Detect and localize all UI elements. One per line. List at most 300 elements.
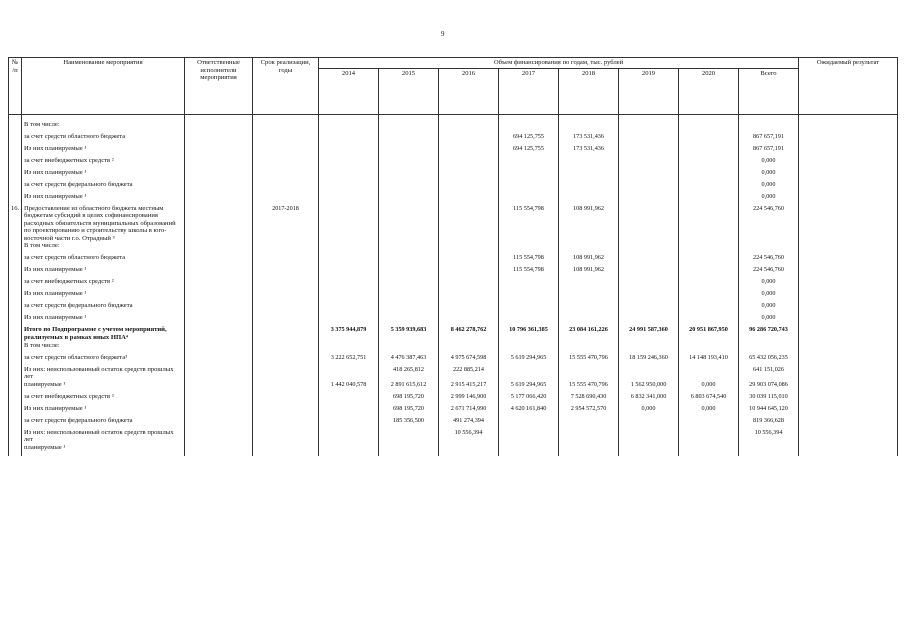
row-value: [679, 133, 739, 145]
row-name: Из них планируемые ¹: [22, 193, 185, 205]
row-name: Из них: неиспользованный остаток средств прошлых лет: [22, 429, 185, 444]
row-value: 5 619 294,965: [499, 381, 559, 393]
row-value: [679, 254, 739, 266]
row-responsible: [185, 242, 253, 254]
row-value: [319, 181, 379, 193]
row-value: [319, 254, 379, 266]
row-responsible: [185, 254, 253, 266]
row-value: [379, 242, 439, 254]
table-row: [9, 342, 898, 354]
table-row: [9, 444, 898, 456]
row-total: 0,000: [739, 314, 799, 326]
row-value: [379, 342, 439, 354]
row-number: [9, 393, 22, 405]
row-total: [739, 242, 799, 254]
row-value: [499, 157, 559, 169]
row-value: [619, 254, 679, 266]
row-result: [799, 193, 898, 205]
row-value: [559, 157, 619, 169]
row-value: 2 915 415,217: [439, 381, 499, 393]
row-name: Итого по Подпрограмме с учетом мероприятий, реализуемых в рамках иных НПА⁴: [22, 326, 185, 341]
row-value: [319, 302, 379, 314]
row-term: [253, 444, 319, 456]
row-term: [253, 342, 319, 354]
row-value: [679, 417, 739, 429]
row-value: 173 531,436: [559, 145, 619, 157]
row-value: [499, 429, 559, 444]
row-value: 20 951 867,950: [679, 326, 739, 341]
row-value: [319, 366, 379, 381]
row-total: [739, 342, 799, 354]
table-row: [9, 133, 898, 145]
row-value: 4 476 387,463: [379, 354, 439, 366]
row-term: [253, 133, 319, 145]
row-value: 108 991,962: [559, 205, 619, 243]
row-value: 18 159 246,360: [619, 354, 679, 366]
row-value: [379, 133, 439, 145]
row-value: 2 891 615,612: [379, 381, 439, 393]
row-value: [439, 193, 499, 205]
row-term: [253, 429, 319, 444]
row-value: 5 359 939,683: [379, 326, 439, 341]
row-value: [379, 302, 439, 314]
table-row: [9, 266, 898, 278]
row-total: 65 432 056,235: [739, 354, 799, 366]
row-value: [319, 429, 379, 444]
row-responsible: [185, 181, 253, 193]
row-term: [253, 314, 319, 326]
row-value: 185 356,500: [379, 417, 439, 429]
row-responsible: [185, 417, 253, 429]
table-row: [9, 366, 898, 381]
row-term: [253, 242, 319, 254]
row-number: 16.: [9, 205, 22, 243]
row-value: [559, 342, 619, 354]
row-name: Из них планируемые ¹: [22, 145, 185, 157]
table-body: [9, 114, 898, 456]
row-value: [559, 169, 619, 181]
row-total: 30 039 115,010: [739, 393, 799, 405]
row-value: 23 084 161,226: [559, 326, 619, 341]
row-value: 8 462 278,762: [439, 326, 499, 341]
row-value: [319, 157, 379, 169]
row-value: [679, 444, 739, 456]
row-value: 1 562 950,000: [619, 381, 679, 393]
row-term: [253, 157, 319, 169]
row-number: [9, 381, 22, 393]
row-number: [9, 405, 22, 417]
row-value: 115 554,798: [499, 254, 559, 266]
row-result: [799, 114, 898, 133]
header-year: 2014: [319, 68, 379, 114]
row-result: [799, 381, 898, 393]
row-value: [559, 290, 619, 302]
row-value: [559, 366, 619, 381]
row-term: [253, 254, 319, 266]
row-term: [253, 354, 319, 366]
header-name: Наименование мероприятия: [22, 58, 185, 115]
row-total: 96 286 720,743: [739, 326, 799, 341]
row-number: [9, 429, 22, 444]
row-value: [559, 444, 619, 456]
table-row: [9, 278, 898, 290]
row-name: за счет внебюджетных средств ²: [22, 393, 185, 405]
row-responsible: [185, 302, 253, 314]
row-value: [379, 145, 439, 157]
row-value: [439, 314, 499, 326]
row-name: за счет средств федерального бюджета: [22, 417, 185, 429]
row-value: [679, 205, 739, 243]
table-row: [9, 393, 898, 405]
header-financing: Объем финансирования по годам, тыс. рублей: [319, 58, 799, 69]
row-value: [439, 114, 499, 133]
row-value: [679, 429, 739, 444]
row-value: [379, 181, 439, 193]
row-total: 0,000: [739, 290, 799, 302]
header-responsible: Ответственные исполнители мероприятия: [185, 58, 253, 115]
header-result: Ожидаемый результат: [799, 58, 898, 115]
row-name: за счет внебюджетных средств ²: [22, 157, 185, 169]
row-value: 418 265,812: [379, 366, 439, 381]
row-value: [679, 342, 739, 354]
row-total: 224 546,760: [739, 205, 799, 243]
row-value: 698 195,720: [379, 405, 439, 417]
table-row: [9, 181, 898, 193]
row-value: [379, 193, 439, 205]
row-value: [439, 133, 499, 145]
row-value: [379, 429, 439, 444]
row-value: [379, 157, 439, 169]
row-name: за счет средств областного бюджета: [22, 254, 185, 266]
header-total: Всего: [739, 68, 799, 114]
row-value: 14 148 193,410: [679, 354, 739, 366]
row-value: [319, 290, 379, 302]
row-term: [253, 193, 319, 205]
row-value: [319, 405, 379, 417]
table-row: [9, 290, 898, 302]
financing-table: [8, 57, 898, 456]
row-term: [253, 366, 319, 381]
row-term: [253, 302, 319, 314]
row-value: 0,000: [679, 381, 739, 393]
row-total: 0,000: [739, 169, 799, 181]
row-value: 491 274,394: [439, 417, 499, 429]
row-value: [379, 114, 439, 133]
row-number: [9, 290, 22, 302]
row-value: [439, 242, 499, 254]
row-value: [619, 366, 679, 381]
row-value: [439, 302, 499, 314]
row-term: 2017-2018: [253, 205, 319, 243]
row-value: [499, 444, 559, 456]
row-value: 4 620 161,840: [499, 405, 559, 417]
table-row: [9, 193, 898, 205]
row-value: [619, 133, 679, 145]
table-row: [9, 145, 898, 157]
row-value: [499, 114, 559, 133]
row-value: [379, 254, 439, 266]
row-result: [799, 405, 898, 417]
row-number: [9, 157, 22, 169]
row-value: 698 195,720: [379, 393, 439, 405]
row-total: 867 657,191: [739, 133, 799, 145]
table-row: [9, 254, 898, 266]
row-value: [499, 366, 559, 381]
row-value: [379, 169, 439, 181]
row-result: [799, 290, 898, 302]
row-term: [253, 114, 319, 133]
header-year: 2020: [679, 68, 739, 114]
row-value: [619, 193, 679, 205]
row-value: [679, 314, 739, 326]
row-value: [379, 278, 439, 290]
row-number: [9, 266, 22, 278]
row-responsible: [185, 405, 253, 417]
row-responsible: [185, 366, 253, 381]
row-responsible: [185, 133, 253, 145]
row-value: [319, 205, 379, 243]
row-value: [439, 290, 499, 302]
row-term: [253, 405, 319, 417]
row-value: [619, 145, 679, 157]
row-total: 0,000: [739, 193, 799, 205]
row-value: [559, 193, 619, 205]
row-name: В том числе:: [22, 114, 185, 133]
row-value: [679, 193, 739, 205]
row-value: [679, 114, 739, 133]
row-value: [439, 169, 499, 181]
row-term: [253, 169, 319, 181]
table-row: [9, 354, 898, 366]
row-value: [499, 169, 559, 181]
row-value: 3 375 944,879: [319, 326, 379, 341]
table-row: [9, 326, 898, 341]
row-value: [319, 278, 379, 290]
row-value: [679, 181, 739, 193]
header-num: № /п: [9, 58, 22, 115]
row-value: [619, 417, 679, 429]
row-value: [499, 314, 559, 326]
row-value: [439, 157, 499, 169]
row-total: 819 366,628: [739, 417, 799, 429]
row-value: [559, 114, 619, 133]
table-row: [9, 169, 898, 181]
row-responsible: [185, 342, 253, 354]
row-value: [619, 157, 679, 169]
row-value: 6 832 341,000: [619, 393, 679, 405]
row-responsible: [185, 266, 253, 278]
row-responsible: [185, 314, 253, 326]
row-value: [319, 133, 379, 145]
row-term: [253, 326, 319, 341]
row-name: Из них планируемые ¹: [22, 266, 185, 278]
row-total: 0,000: [739, 302, 799, 314]
row-value: [439, 145, 499, 157]
row-result: [799, 278, 898, 290]
row-number: [9, 278, 22, 290]
row-value: [439, 266, 499, 278]
row-value: [319, 314, 379, 326]
row-responsible: [185, 393, 253, 405]
row-name: Из них планируемые ¹: [22, 169, 185, 181]
row-number: [9, 354, 22, 366]
row-result: [799, 444, 898, 456]
row-number: [9, 145, 22, 157]
row-value: [559, 242, 619, 254]
header-year: 2019: [619, 68, 679, 114]
table-row: [9, 114, 898, 133]
row-term: [253, 381, 319, 393]
row-result: [799, 181, 898, 193]
row-number: [9, 181, 22, 193]
row-value: [319, 145, 379, 157]
row-term: [253, 393, 319, 405]
row-value: [499, 193, 559, 205]
table-row: [9, 302, 898, 314]
row-result: [799, 354, 898, 366]
row-value: [439, 181, 499, 193]
row-number: [9, 254, 22, 266]
row-number: [9, 114, 22, 133]
row-value: [439, 342, 499, 354]
row-result: [799, 393, 898, 405]
row-responsible: [185, 429, 253, 444]
row-result: [799, 366, 898, 381]
row-number: [9, 366, 22, 381]
row-result: [799, 242, 898, 254]
row-value: 6 803 674,540: [679, 393, 739, 405]
row-value: [439, 205, 499, 243]
row-value: [319, 266, 379, 278]
row-value: 694 125,755: [499, 133, 559, 145]
row-value: [619, 114, 679, 133]
row-responsible: [185, 169, 253, 181]
row-total: 10 944 645,120: [739, 405, 799, 417]
row-responsible: [185, 157, 253, 169]
row-value: [499, 278, 559, 290]
row-value: [499, 290, 559, 302]
row-result: [799, 417, 898, 429]
row-value: 0,000: [679, 405, 739, 417]
row-name: Из них планируемые ¹: [22, 314, 185, 326]
row-value: [499, 417, 559, 429]
row-value: [379, 444, 439, 456]
row-value: [319, 242, 379, 254]
row-total: 224 546,760: [739, 254, 799, 266]
row-term: [253, 417, 319, 429]
row-value: [619, 314, 679, 326]
row-value: [619, 302, 679, 314]
row-responsible: [185, 193, 253, 205]
row-number: [9, 242, 22, 254]
row-responsible: [185, 444, 253, 456]
row-value: [619, 266, 679, 278]
table-row: [9, 157, 898, 169]
row-name: Из них планируемые ¹: [22, 290, 185, 302]
row-result: [799, 326, 898, 341]
row-number: [9, 193, 22, 205]
row-value: [619, 169, 679, 181]
row-value: [379, 266, 439, 278]
row-value: [679, 242, 739, 254]
header-year: 2015: [379, 68, 439, 114]
row-value: 1 442 040,578: [319, 381, 379, 393]
row-value: [619, 278, 679, 290]
row-total: 0,000: [739, 278, 799, 290]
row-value: 10 796 361,385: [499, 326, 559, 341]
row-result: [799, 157, 898, 169]
row-value: 15 555 470,796: [559, 381, 619, 393]
row-result: [799, 205, 898, 243]
row-value: [619, 181, 679, 193]
row-number: [9, 169, 22, 181]
table-row: [9, 314, 898, 326]
row-number: [9, 302, 22, 314]
row-name: В том числе:: [22, 342, 185, 354]
row-value: 694 125,755: [499, 145, 559, 157]
row-value: [559, 429, 619, 444]
header-term: Срок реализации, годы: [253, 58, 319, 115]
row-name: за счет средств федерального бюджета: [22, 302, 185, 314]
row-total: [739, 444, 799, 456]
row-value: [679, 169, 739, 181]
row-value: [619, 242, 679, 254]
row-value: [679, 366, 739, 381]
row-value: [559, 417, 619, 429]
row-responsible: [185, 114, 253, 133]
row-term: [253, 181, 319, 193]
row-result: [799, 429, 898, 444]
row-value: 5 619 294,965: [499, 354, 559, 366]
row-number: [9, 133, 22, 145]
row-total: [739, 114, 799, 133]
row-name: Из них планируемые ¹: [22, 405, 185, 417]
row-value: 2 954 572,570: [559, 405, 619, 417]
row-total: 867 657,191: [739, 145, 799, 157]
row-total: 29 903 074,086: [739, 381, 799, 393]
row-name: Из них: неиспользованный остаток средств прошлых лет: [22, 366, 185, 381]
row-result: [799, 145, 898, 157]
row-responsible: [185, 381, 253, 393]
row-value: 4 975 674,598: [439, 354, 499, 366]
row-result: [799, 133, 898, 145]
row-value: [619, 342, 679, 354]
row-value: [619, 444, 679, 456]
row-value: [679, 145, 739, 157]
row-name: за счет средств областного бюджета: [22, 133, 185, 145]
row-result: [799, 254, 898, 266]
row-value: 24 991 587,360: [619, 326, 679, 341]
row-value: 5 177 066,420: [499, 393, 559, 405]
row-value: [379, 314, 439, 326]
row-value: [379, 290, 439, 302]
row-result: [799, 342, 898, 354]
row-responsible: [185, 354, 253, 366]
row-total: 0,000: [739, 157, 799, 169]
row-number: [9, 342, 22, 354]
row-value: [679, 290, 739, 302]
table-row: [9, 429, 898, 444]
row-value: [319, 114, 379, 133]
row-value: [499, 342, 559, 354]
row-term: [253, 266, 319, 278]
table-row: [9, 417, 898, 429]
row-value: [439, 278, 499, 290]
row-value: [619, 205, 679, 243]
row-total: 0,000: [739, 181, 799, 193]
table-row: [9, 242, 898, 254]
row-responsible: [185, 278, 253, 290]
